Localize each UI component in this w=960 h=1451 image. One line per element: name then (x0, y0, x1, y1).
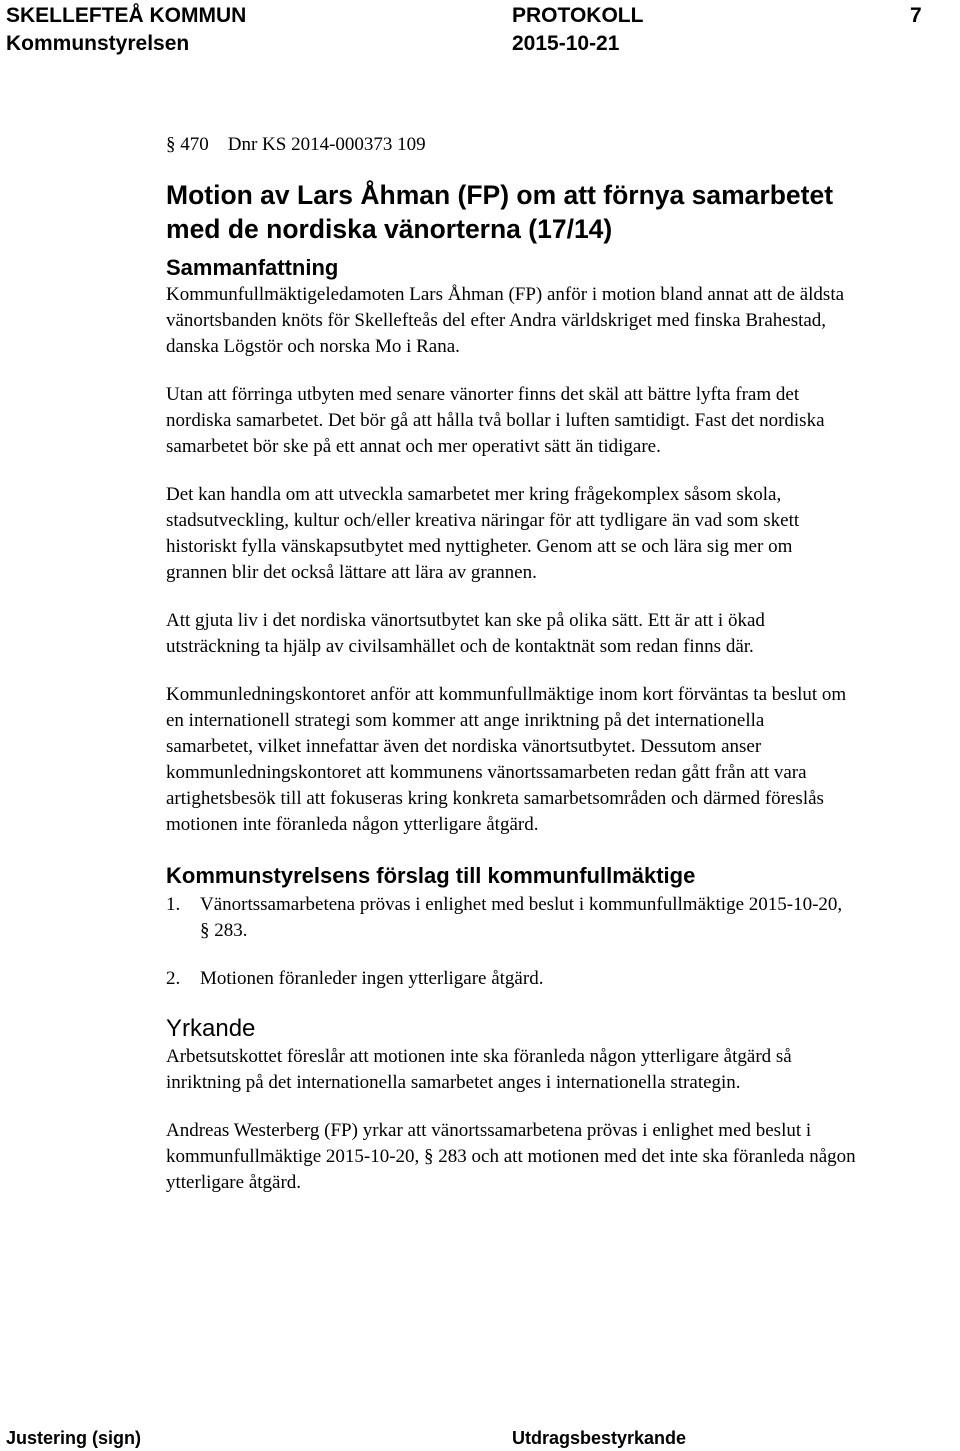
header-page-number: 7 (910, 4, 922, 27)
proposal-item-number: 1. (166, 894, 181, 915)
footer-signature-label: Justering (sign) (6, 1428, 142, 1448)
header-doc-type: PROTOKOLL (512, 4, 644, 27)
summary-paragraph: Utan att förringa utbyten med senare vänorter finns det skäl att bättre lyfta fram det nordiska samarbetet. Det bör gå att hålla två bollar i luften samtidigt. Fast det nordiska samarbetet bör ske på ett annat och mer operativt sätt än tidigare. (166, 384, 825, 457)
motion-heading: Yrkande (166, 1015, 256, 1042)
motion-paragraph: Andreas Westerberg (FP) yrkar att vänortssamarbetena prövas i enlighet med beslut i kommunfullmäktige 2015-10-20, § 283 och att motionen med det inte ska föranleda någon ytterligare åtgärd. (166, 1120, 856, 1193)
case-reference: § 470 Dnr KS 2014-000373 109 (166, 134, 426, 155)
summary-section (166, 282, 856, 838)
proposal-list (166, 892, 856, 992)
summary-paragraph: Att gjuta liv i det nordiska vänortsutbytet kan ske på olika sätt. Ett är att i ökad utsträckning ta hjälp av civilsamhället och de kontaktnät som redan finns där. (166, 610, 765, 657)
proposal-item-text: Motionen föranleder ingen ytterligare åtgärd. (200, 968, 544, 989)
motion-section (166, 1044, 856, 1196)
proposal-heading: Kommunstyrelsens förslag till kommunfullmäktige (166, 863, 696, 888)
summary-paragraph: Kommunledningskontoret anför att kommunfullmäktige inom kort förväntas ta beslut om en internationell strategi som kommer att ange inriktning på det internationella samarbetet, vilket innefattar även det nordiska vänortsutbytet. Dessutom anser kommunledningskontoret att kommunens vänortssamarbeten redan gått från att vara artighetsbesök till att fokuseras kring konkreta samarbetsområden och därmed föreslås motionen inte föranleda någon ytterligare åtgärd. (166, 684, 847, 835)
summary-paragraph: Kommunfullmäktigeledamoten Lars Åhman (FP) anför i motion bland annat att de äldsta vänortsbanden knöts för Skellefteås del efter Andra världskriget med finska Brahestad, danska Lögstör och norska Mo i Rana. (166, 284, 845, 357)
footer-extract-label: Utdragsbestyrkande (512, 1428, 687, 1448)
case-title: Motion av Lars Åhman (FP) om att förnya samarbetet med de nordiska vänorterna (17/14) (166, 180, 834, 244)
proposal-item-text: Vänortssamarbetena prövas i enlighet med beslut i kommunfullmäktige 2015-10-20, § 283. (200, 894, 843, 941)
proposal-item (166, 892, 856, 944)
header-date: 2015-10-21 (512, 32, 620, 55)
proposal-item-number: 2. (166, 968, 181, 989)
proposal-item (166, 966, 856, 992)
header-municipality: SKELLEFTEÅ KOMMUN (6, 4, 247, 27)
header-body: Kommunstyrelsen (6, 32, 190, 55)
summary-heading: Sammanfattning (166, 255, 339, 280)
document-body (166, 132, 856, 1218)
motion-paragraph: Arbetsutskottet föreslår att motionen inte ska föranleda någon ytterligare åtgärd så inriktning på det internationella samarbetet anges i internationella strategin. (166, 1046, 792, 1093)
summary-paragraph: Det kan handla om att utveckla samarbetet mer kring frågekomplex såsom skola, stadsutveckling, kultur och/eller kreativa näringar för att tydligare än vad som skett historiskt fylla vänskapsutbytet med nyttigheter. Genom att se och lära sig mer om grannen blir det också lättare att lära av grannen. (166, 484, 800, 583)
